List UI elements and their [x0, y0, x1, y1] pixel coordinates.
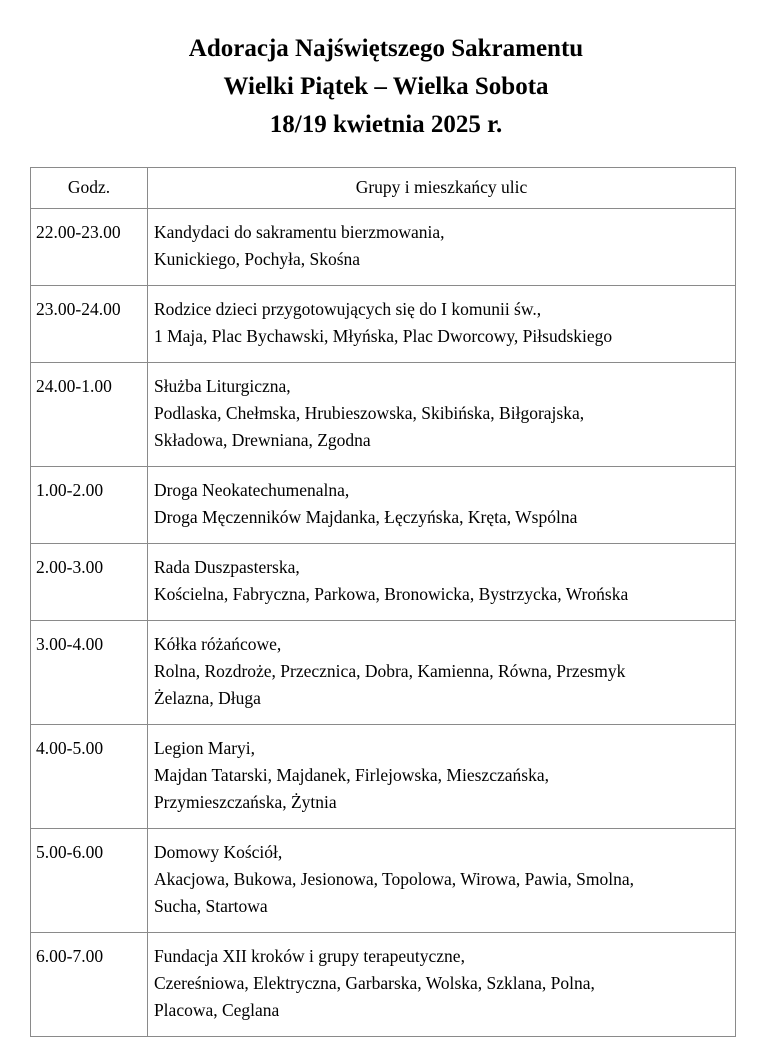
street-list: Sucha, Startowa: [153, 896, 268, 916]
groups-cell: [147, 725, 735, 829]
header-time: Godz.: [31, 168, 148, 209]
time-cell: 22.00-23.00: [31, 209, 148, 286]
table-body: [31, 209, 736, 1037]
title-line-3: 18/19 kwietnia 2025 r.: [269, 111, 503, 138]
groups-cell: [147, 621, 735, 725]
header-groups: Grupy i mieszkańcy ulic: [147, 168, 735, 209]
group-name: Rada Duszpasterska,: [153, 557, 300, 577]
group-name: Domowy Kościół,: [153, 842, 283, 862]
groups-cell: [147, 209, 735, 286]
groups-cell: [147, 467, 735, 544]
document-title: [0, 30, 772, 144]
group-name: Droga Neokatechumenalna,: [153, 480, 350, 500]
street-list: Majdan Tatarski, Majdanek, Firlejowska, Mieszczańska,: [153, 765, 549, 785]
table-row: [31, 621, 736, 725]
table-header-row: [31, 168, 736, 209]
groups-cell: [147, 544, 735, 621]
title-line-1: Adoracja Najświętszego Sakramentu: [188, 35, 584, 62]
time-cell: 5.00-6.00: [31, 829, 148, 933]
street-list: Czereśniowa, Elektryczna, Garbarska, Wolska, Szklana, Polna,: [153, 973, 595, 993]
table-row: [31, 209, 736, 286]
street-list: Składowa, Drewniana, Zgodna: [153, 430, 371, 450]
group-name: Rodzice dzieci przygotowujących się do I komunii św.,: [153, 299, 542, 319]
street-list: Droga Męczenników Majdanka, Łęczyńska, Kręta, Wspólna: [153, 507, 578, 527]
street-list: Akacjowa, Bukowa, Jesionowa, Topolowa, Wirowa, Pawia, Smolna,: [153, 869, 635, 889]
group-name: Fundacja XII kroków i grupy terapeutyczne,: [153, 946, 465, 966]
time-cell: 6.00-7.00: [31, 933, 148, 1037]
table-row: [31, 286, 736, 363]
groups-cell: [147, 363, 735, 467]
street-list: Kościelna, Fabryczna, Parkowa, Bronowicka, Bystrzycka, Wrońska: [153, 584, 629, 604]
group-name: Kółka różańcowe,: [153, 634, 282, 654]
street-list: Żelazna, Długa: [153, 688, 261, 708]
street-list: Przymieszczańska, Żytnia: [153, 792, 337, 812]
time-cell: 1.00-2.00: [31, 467, 148, 544]
time-cell: 24.00-1.00: [31, 363, 148, 467]
street-list: Placowa, Ceglana: [153, 1000, 280, 1020]
street-list: Podlaska, Chełmska, Hrubieszowska, Skibińska, Biłgorajska,: [153, 403, 585, 423]
time-cell: 3.00-4.00: [31, 621, 148, 725]
street-list: 1 Maja, Plac Bychawski, Młyńska, Plac Dworcowy, Piłsudskiego: [153, 326, 613, 346]
groups-cell: [147, 933, 735, 1037]
title-line-2: Wielki Piątek – Wielka Sobota: [223, 73, 549, 100]
time-cell: 23.00-24.00: [31, 286, 148, 363]
table-row: [31, 933, 736, 1037]
groups-cell: [147, 829, 735, 933]
group-name: Legion Maryi,: [153, 738, 256, 758]
time-cell: 4.00-5.00: [31, 725, 148, 829]
group-name: Kandydaci do sakramentu bierzmowania,: [153, 222, 445, 242]
street-list: Kunickiego, Pochyła, Skośna: [153, 249, 361, 269]
table-row: [31, 363, 736, 467]
table-row: [31, 467, 736, 544]
table-row: [31, 544, 736, 621]
group-name: Służba Liturgiczna,: [153, 376, 291, 396]
adoration-schedule-table: [30, 167, 736, 1037]
street-list: Rolna, Rozdroże, Przecznica, Dobra, Kamienna, Równa, Przesmyk: [153, 661, 626, 681]
table-row: [31, 725, 736, 829]
groups-cell: [147, 286, 735, 363]
time-cell: 2.00-3.00: [31, 544, 148, 621]
table-row: [31, 829, 736, 933]
